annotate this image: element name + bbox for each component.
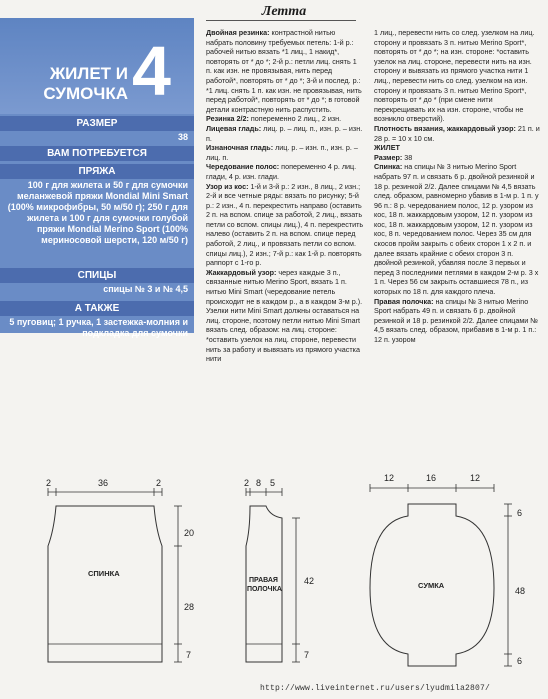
back-label: СПИНКА xyxy=(88,569,120,578)
bag-dim-top-center: 16 xyxy=(426,473,437,483)
instruction-paragraph xyxy=(206,114,364,124)
instruction-heading: Резинка 2/2: xyxy=(206,114,249,124)
pattern-title-line1: ЖИЛЕТ И xyxy=(49,64,128,83)
instruction-text: 38 xyxy=(402,152,413,162)
bag-schematic xyxy=(370,473,525,666)
instruction-heading: Двойная резинка: xyxy=(206,28,270,37)
materials-heading: ВАМ ПОТРЕБУЕТСЯ xyxy=(0,146,194,161)
instruction-paragraph xyxy=(374,124,540,143)
instruction-paragraph xyxy=(374,297,540,345)
front-label-line2: ПОЛОЧКА xyxy=(247,586,282,593)
bag-dim-top-left: 12 xyxy=(384,473,395,483)
bag-label: СУМКА xyxy=(418,581,445,590)
instructions-column-middle xyxy=(206,28,364,364)
instruction-paragraph xyxy=(374,28,540,124)
yarn-text: 100 г для жилета и 50 г для сумочки меланжевой пряжи Mondial Mini Smart (100% микрофибры, 50 м/50 г); 250 г для жилета и 100 г для сумочки голубой пряжи Mondial Merino Sport (100% мериносовой шерсти, 120 м/50 г) xyxy=(7,180,188,245)
instruction-heading: Правая полочка: xyxy=(374,296,434,306)
instruction-paragraph xyxy=(374,153,540,163)
back-dim-side-mid: 28 xyxy=(184,602,195,612)
instruction-text: контрастной нитью набрать половину требуемых петель: 1-й р.: рабочей нитью вязать *1 лиц., 1 накид*, повторять от * до *; 2-й р.: петли лиц. снять 1 п. как изн. не провязывая, нить перед работой*, повторять от * до *; 3-й и послед. р.: *1 лиц. снять 1 п. как изн. не провязывая, нить перед работой*, повторять от * до *; в готовой детали контрастную нить распустить. xyxy=(206,28,362,114)
needles-text: спицы № 3 и № 4,5 xyxy=(103,284,188,294)
size-heading: РАЗМЕР xyxy=(0,116,194,131)
instruction-paragraph xyxy=(206,143,364,162)
instruction-paragraph xyxy=(206,162,364,181)
front-dim-side-bottom: 7 xyxy=(304,650,310,660)
instruction-heading: Лицевая гладь: xyxy=(206,123,262,133)
instruction-heading: Чередование полос: xyxy=(206,162,280,172)
bag-dim-side-top: 6 xyxy=(517,508,523,518)
back-schematic xyxy=(46,478,194,662)
instruction-text: 21 п. и 28 р. = 10 х 10 см. xyxy=(374,123,540,143)
back-dim-top-right: 2 xyxy=(156,478,162,488)
instruction-text: 1 лиц., перевести нить со след. узелком на лиц. сторону и провязать 3 п. нитью Merino Sport*, повторять от * до *; на изн. стороне: *оставить узелок на лиц. стороне, перевести нить на изн. сторону и вывязать из прямого участка нити 1 лиц., перевести нить со след. узелком на изн. сторону и провязать 3 п. нитью Merino Sport*, повторять от * до * (при смене нити перекрещивать их на изн. стороне, чтобы не возникло отверстий). xyxy=(374,28,535,124)
front-dim-top-center: 8 xyxy=(256,478,262,488)
bag-dim-top-right: 12 xyxy=(470,473,481,483)
pattern-title-line2: СУМОЧКА xyxy=(43,84,128,103)
yarn-heading: ПРЯЖА xyxy=(0,164,194,179)
instruction-text: попеременно 4 р. лиц. глади, 4 р. изн. глади. xyxy=(206,162,357,181)
front-dim-side-top: 42 xyxy=(304,576,315,586)
instruction-text: лиц. р. – лиц. п., изн. р. – изн. п. xyxy=(206,123,363,143)
instruction-text: на спицы № 3 нитью Merino Sport набрать 49 п. и связать 6 р. двойной резинкой и 18 р. резинкой 2/2. Далее спицами № 4,5 вязать след. образом, прибавив в 1-м р. 1 п.: 12 п. узором xyxy=(374,296,539,344)
instruction-text: попеременно 2 лиц., 2 изн. xyxy=(248,114,342,124)
instruction-paragraph xyxy=(374,162,540,296)
size-value: 38 xyxy=(177,132,188,142)
instruction-text: через каждые 3 п., связанные нитью Merino Sport, вязать 1 п. нитью Mini Smart (чередование петель происходит не в каждом р., а в каждом 3-м р.). Узелки нити Mini Smart должны оставаться на лиц. стороне, поэтому петли нитью Mini Smart вязать след. образом: на лиц. стороне: *оставить узелок на лиц. стороне, перевести нить за работу и вывязать из прямого участка нити xyxy=(206,267,363,364)
instruction-paragraph xyxy=(374,143,540,153)
instruction-text: на спицы № 3 нитью Merino Sport набрать 97 п. и связать 6 р. двойной резинкой и 18 р. резинкой 2/2. Далее спицами № 4,5 вязать след. образом, равномерно убавив в 1-м р. 1 п. у 96 п.: 8 р. чередованием полос, 12 р. узором из кос, 18 п. жаккардовым узором, 12 п. узором из кос, 18 п. жаккардовым узором, 12 п. узором из кос, 8 п. чередованием полос. Через 35 см для скосов пройм закрыть с обеих сторон 1 х 2 п. и далее вязать крайние с обеих сторон 3 п. двойной резинкой, убавляя после 3 первых и перед 3 последними петлями в каждом 2-м р. 3 х 1 п. Через 56 см закрыть оставшиеся 78 п., из которых по 18 п. для каждого плеча. xyxy=(374,162,539,297)
front-label-line1: ПРАВАЯ xyxy=(249,577,278,584)
instruction-paragraph xyxy=(206,124,364,143)
extras-heading: А ТАКЖЕ xyxy=(0,301,194,316)
instruction-text: 1-й и 3-й р.: 2 изн., 8 лиц., 2 изн.; 2-й и все четные ряды: вязать по рисунку; 5-й р.: 2 изн., 4 п. перекрестить направо (оставить 2 п. на вспом. спице за работой, 2 лиц., вязать петли со вспом. спицы лиц.), 4 п. перекрестить налево (оставить 2 п. на вспом. спице перед работой, 2 лиц., и провязать петли со вспом. спицы лиц.), 2 изн.; 7-й р.: как 1-й р. повторять раппорт с 1-го р. xyxy=(206,181,364,268)
instruction-heading: Изнаночная гладь: xyxy=(206,143,274,153)
pattern-info-sidebar xyxy=(0,18,194,338)
front-dim-top-left: 2 xyxy=(244,478,250,488)
source-url: http://www.liveinternet.ru/users/lyudmila2807/ xyxy=(260,684,491,693)
instruction-heading: Узор из кос: xyxy=(206,181,249,191)
instruction-text: лиц. р. – изн. п., изн. р. – лиц. п. xyxy=(206,143,358,162)
front-dim-top-right: 5 xyxy=(270,478,276,488)
back-dim-top-left: 2 xyxy=(46,478,52,488)
needles-heading: СПИЦЫ xyxy=(0,268,194,283)
back-dim-top-center: 36 xyxy=(98,478,109,488)
instruction-heading: Плотность вязания, жаккардовый узор: xyxy=(374,123,516,133)
bag-dim-side-mid: 48 xyxy=(515,586,526,596)
instruction-paragraph xyxy=(206,28,364,114)
title-rule xyxy=(206,20,356,21)
magazine-title: Летта xyxy=(261,4,307,19)
instructions-column-right xyxy=(374,28,540,345)
title-box xyxy=(0,18,194,114)
instruction-heading: Жаккардовый узор: xyxy=(206,267,277,277)
pattern-schematics xyxy=(0,470,548,670)
pattern-title xyxy=(20,64,128,104)
instruction-heading: Спинка: xyxy=(374,162,403,172)
front-schematic xyxy=(244,478,314,662)
pattern-number: 4 xyxy=(132,32,171,110)
back-dim-side-bottom: 7 xyxy=(186,650,192,660)
instruction-paragraph xyxy=(206,182,364,268)
bag-dim-side-bottom: 6 xyxy=(517,656,523,666)
instruction-heading: Размер: xyxy=(374,152,403,162)
back-dim-side-top: 20 xyxy=(184,528,195,538)
extras-text: 5 пуговиц; 1 ручка, 1 застежка-молния и подкладка для сумочки xyxy=(9,317,188,338)
instruction-paragraph xyxy=(206,268,364,364)
instruction-heading: ЖИЛЕТ xyxy=(374,143,400,153)
